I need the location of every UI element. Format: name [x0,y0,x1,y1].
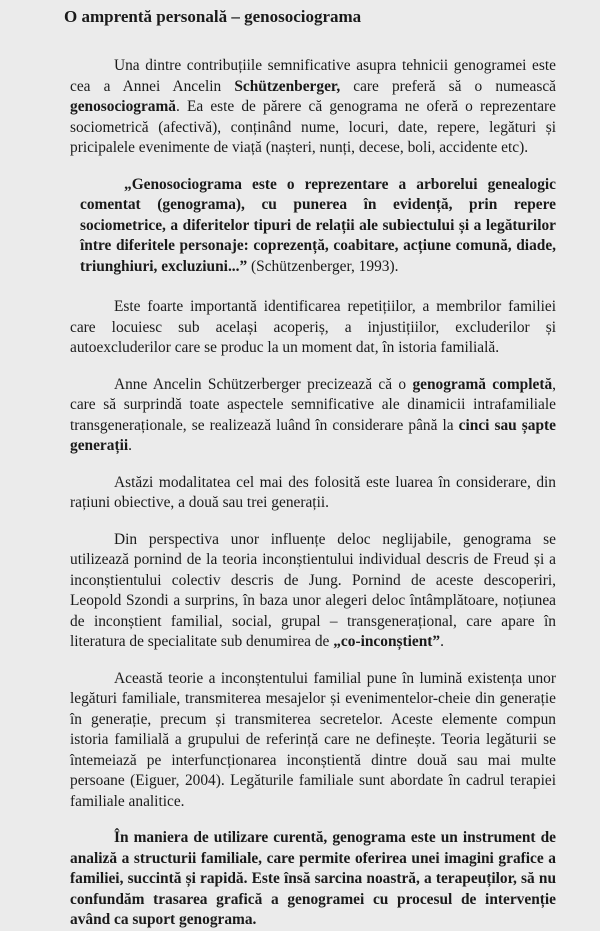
bold-text-run: „Genosociograma este o reprezentare a arborelui genealogic comentat (genograma), cu punerea în evidență, prin repere sociometrice, a diferitelor tipuri de relații ale subiectului și a legăturilor între diferitele personaje: coprezență, coabitare, acțiune comună, diade, triunghiuri, excluziuni...” [80,175,556,275]
document-body [70,56,556,931]
bold-text-run: Schützenberger, [234,77,341,95]
body-paragraph [70,828,556,931]
body-paragraph [70,56,556,159]
body-paragraph [70,297,556,359]
text-run: . [128,437,132,454]
body-paragraph [70,473,556,514]
text-run: care preferă să o numească [340,77,556,95]
text-run: . Ea este de părere că genograma ne oferă o reprezentare sociometrică (afectivă), conținând nume, locuri, date, repere, legături și pricipalele evenimente de viață (nașteri, nunți, decese, boli, accidente etc). [70,98,556,156]
bold-text-run: În maniera de utilizare curentă, genograma este un instrument de analiză a structurii familiale, care permite oferirea unei imagini grafice a familiei, succintă și rapidă. Este însă sarcina noastră, a terapeuților, să nu confundăm trasarea grafică a genogramei cu procesul de intervenție având ca suport genograma. [70,829,556,928]
quote-paragraph [70,175,556,278]
text-run: Din perspectiva unor influențe deloc neglijabile, genograma se utilizează pornind de la teoria inconștientului individual descris de Freud și a inconștientului colectiv descris de Jung. Pornind de aceste descoperiri, Leopold Szondi a surprins, în baza unor alegeri deloc întâmplătoare, noțiunea de inconștient familial, social, grupal – transgenerațional, care apare în literatura de specialitate sub denumirea de [70,530,556,650]
text-run: Este foarte importantă identificarea repetițiilor, a membrilor familiei care locuiesc sub același acoperiș, a injustițiilor, excluderilor și autoexcluderilor care se produc la un moment dat, în istoria familială. [70,298,556,356]
text-run: Una dintre contribuțiile semnificative asupra tehnicii genogramei este cea a Annei Ancelin [70,57,556,95]
text-run: . [440,633,444,650]
bold-text-run: genosociogramă [70,98,177,115]
bold-text-run: cinci sau șapte generații [70,416,556,454]
page-title: O amprentă personală – genosociograma [64,7,362,26]
bold-text-run: „co-inconștient” [333,633,441,650]
bold-text-run: genogramă completă [412,375,553,393]
body-paragraph [70,669,556,813]
text-run: , care să surprindă toate aspectele semnificative ale dinamicii intrafamiliale transgeneraționale, se realizează luând în considerare până la [70,375,556,434]
text-run: Această teorie a inconștentului familial pune în lumină existența unor legături familiale, transmiterea mesajelor și evenimentelor-cheie din generație în generație, precum și transmiterea secretelor. Aceste elemente compun istoria familială a grupului de referință care ne definește. Teoria legăturii se întemeiază pe interfuncționarea inconștientă dintre două sau mai multe persoane (Eiguer, 2004). Legăturile familiale sunt abordate în cadrul terapiei familiale analitice. [70,669,556,810]
text-run: Anne Ancelin Schützerberger precizează că o [114,375,413,393]
body-paragraph [70,530,556,653]
body-paragraph [70,375,556,457]
text-run: (Schützenberger, 1993). [247,257,399,275]
text-run: Astăzi modalitatea cel mai des folosită este luarea în considerare, din rațiuni obiective, a două sau trei generații. [70,473,556,511]
